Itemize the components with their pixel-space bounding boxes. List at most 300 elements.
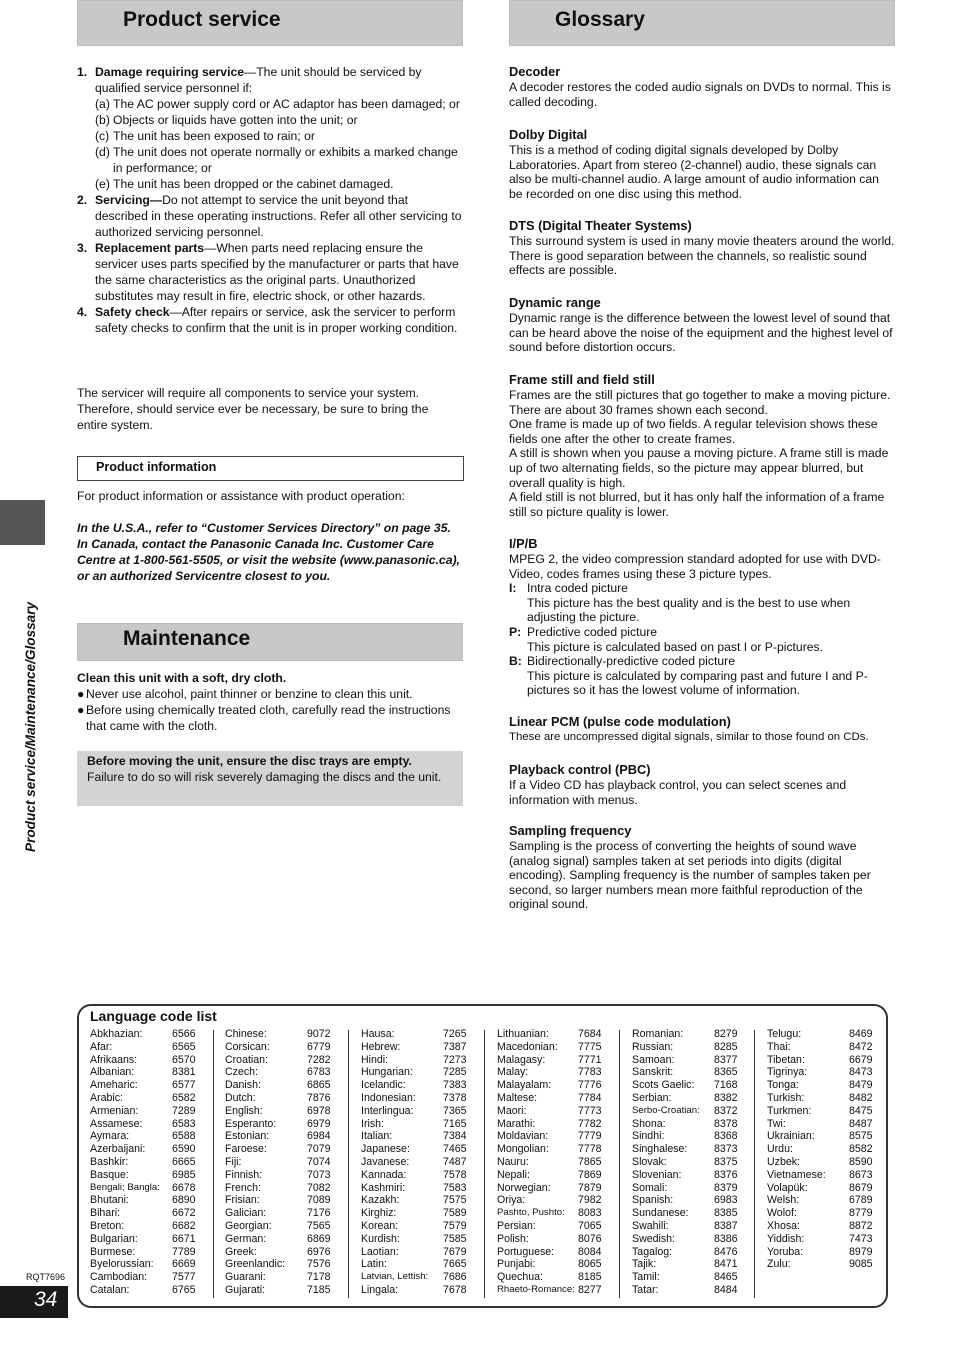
page-number-box <box>0 1286 68 1318</box>
language-name: Shona: <box>632 1117 666 1130</box>
language-code-row <box>632 1169 742 1182</box>
language-code: 8386 <box>714 1232 738 1245</box>
language-code-row <box>90 1258 200 1271</box>
language-name: Hebrew: <box>361 1040 401 1053</box>
language-name: Tajik: <box>632 1258 657 1271</box>
language-code-row <box>632 1066 742 1079</box>
language-name: Czech: <box>225 1066 258 1079</box>
language-name: Yiddish: <box>767 1232 805 1245</box>
language-name: Punjabi: <box>497 1258 536 1271</box>
language-name: Armenian: <box>90 1104 139 1117</box>
language-name: Swahili: <box>632 1219 669 1232</box>
language-code-row <box>225 1054 335 1067</box>
language-name: Danish: <box>225 1079 261 1092</box>
language-code: 7165 <box>443 1117 467 1130</box>
language-code: 6590 <box>172 1143 196 1156</box>
language-name: Norwegian: <box>497 1181 551 1194</box>
language-code: 7365 <box>443 1104 467 1117</box>
glossary-linear-pcm: Linear PCM (pulse code modulation) These are uncompressed digital signals, similar to those found on CDs. <box>509 714 869 743</box>
language-name: Serbian: <box>632 1091 672 1104</box>
glossary-pbc: Playback control (PBC) If a Video CD has playback control, you can select scenes and information with menus. <box>509 762 847 807</box>
language-name: Marathi: <box>497 1117 536 1130</box>
language-code: 8279 <box>714 1028 738 1040</box>
language-code: 7771 <box>578 1053 602 1066</box>
language-name: Samoan: <box>632 1053 675 1066</box>
language-code-row <box>632 1054 742 1067</box>
language-code-row <box>90 1092 200 1105</box>
language-name: Interlingua: <box>361 1104 414 1117</box>
language-name: Gujarati: <box>225 1283 266 1296</box>
language-code-row <box>361 1156 471 1169</box>
language-code-row <box>767 1041 877 1054</box>
language-code-row <box>90 1079 200 1092</box>
language-name: Scots Gaelic: <box>632 1079 695 1092</box>
servicer-note: The servicer will require all components to service your system. Therefore, should service ever be necessary, be sure to bring the entire system. <box>77 386 429 432</box>
column-divider <box>213 1030 214 1298</box>
language-name: Georgian: <box>225 1219 272 1232</box>
language-code-row <box>225 1182 335 1195</box>
language-code: 7577 <box>172 1271 196 1284</box>
language-code: 8365 <box>714 1066 738 1079</box>
language-code: 7079 <box>307 1143 331 1156</box>
language-code: 6669 <box>172 1258 196 1271</box>
language-name: Welsh: <box>767 1194 800 1207</box>
language-code: 8872 <box>849 1219 873 1232</box>
language-code: 6789 <box>849 1194 873 1207</box>
section-side-label: Product service/Maintenance/Glossary <box>23 601 38 852</box>
language-name: Kannada: <box>361 1168 407 1181</box>
language-name: Singhalese: <box>632 1143 688 1156</box>
glossary-ipb: I/P/B MPEG 2, the video compression standard adopted for use with DVD-Video, codes frames using these 3 picture types. I: Intra coded picture This picture has the best quality and is the best to use when adjusting the picture. P: Predictive coded picture This picture is calculated based on past I or P-pictures. B: Bidirectionally-predictive coded picture This picture is calculated by comparing past and future I and P-pictures so it has the lowest volume of information. <box>509 536 895 698</box>
language-code: 7789 <box>172 1245 196 1258</box>
language-name: Urdu: <box>767 1143 793 1156</box>
language-code-row <box>767 1194 877 1207</box>
language-code-row <box>361 1079 471 1092</box>
language-code-row <box>767 1258 877 1271</box>
language-code: 6779 <box>307 1040 331 1053</box>
language-name: English: <box>225 1104 263 1117</box>
language-name: Burmese: <box>90 1245 136 1258</box>
language-name: Xhosa: <box>767 1219 800 1232</box>
language-code: 8076 <box>578 1232 602 1245</box>
language-code-row <box>767 1156 877 1169</box>
language-code: 6783 <box>307 1066 331 1079</box>
language-column <box>225 1028 335 1297</box>
service-subitem-a: (a) The AC power supply cord or AC adaptor has been damaged; or <box>95 97 460 111</box>
product-information-contact: In the U.S.A., refer to “Customer Services Directory” on page 35. In Canada, contact the Panasonic Canada Inc. Customer Care Centre at 1-800-561-5505, or visit the website (www.panasonic.ca), or an authorized Servicentre closest to you. <box>77 521 460 583</box>
language-code-row <box>361 1130 471 1143</box>
language-code-row <box>632 1271 742 1284</box>
language-code: 8582 <box>849 1143 873 1156</box>
language-code-row <box>767 1233 877 1246</box>
language-code: 6890 <box>172 1194 196 1207</box>
language-code-row <box>632 1028 742 1041</box>
language-code: 6978 <box>307 1104 331 1117</box>
language-name: Icelandic: <box>361 1079 406 1092</box>
language-code: 6583 <box>172 1117 196 1130</box>
language-code-row <box>632 1130 742 1143</box>
language-code-row <box>90 1028 200 1041</box>
language-code-row <box>90 1156 200 1169</box>
language-name: Portuguese: <box>497 1245 555 1258</box>
language-code: 7575 <box>443 1194 467 1207</box>
language-name: Greek: <box>225 1245 257 1258</box>
language-code: 8779 <box>849 1207 873 1220</box>
language-code: 7282 <box>307 1053 331 1066</box>
language-code-row <box>497 1258 607 1271</box>
language-code-row <box>90 1041 200 1054</box>
language-code: 8469 <box>849 1028 873 1040</box>
language-name: Frisian: <box>225 1194 260 1207</box>
language-code-row <box>90 1118 200 1131</box>
language-code-row <box>361 1207 471 1220</box>
language-code-row <box>361 1054 471 1067</box>
language-name: Bhutani: <box>90 1194 129 1207</box>
language-name: Esperanto: <box>225 1117 277 1130</box>
product-information-box <box>77 456 464 481</box>
language-code-row <box>632 1143 742 1156</box>
maintenance-bullet: ● Before using chemically treated cloth, carefully read the instructions that came with the cloth. <box>77 703 451 733</box>
language-code: 7065 <box>578 1219 602 1232</box>
language-code: 8368 <box>714 1130 738 1143</box>
language-code: 7285 <box>443 1066 467 1079</box>
language-code-row <box>90 1054 200 1067</box>
language-code-row <box>767 1118 877 1131</box>
language-code: 8378 <box>714 1117 738 1130</box>
language-code: 8377 <box>714 1053 738 1066</box>
language-column <box>361 1028 471 1297</box>
language-name: Indonesian: <box>361 1091 416 1104</box>
service-subitem-d: (d) The unit does not operate normally or exhibits a marked change in performance; or <box>95 145 458 175</box>
language-code: 6682 <box>172 1219 196 1232</box>
language-code: 7073 <box>307 1168 331 1181</box>
language-name: Sundanese: <box>632 1207 689 1220</box>
language-name: Macedonian: <box>497 1040 558 1053</box>
language-code-row <box>497 1041 607 1054</box>
language-code-row <box>90 1169 200 1182</box>
language-code: 7089 <box>307 1194 331 1207</box>
language-code: 8065 <box>578 1258 602 1271</box>
language-code-row <box>225 1143 335 1156</box>
column-divider <box>484 1030 485 1298</box>
language-code: 7178 <box>307 1271 331 1284</box>
language-code: 7779 <box>578 1130 602 1143</box>
service-item-1: 1. Damage requiring service—The unit should be serviced by qualified service personnel if: <box>77 65 422 95</box>
language-code: 7383 <box>443 1079 467 1092</box>
language-code: 6565 <box>172 1040 196 1053</box>
language-code-row <box>225 1156 335 1169</box>
glossary-title: Glossary <box>555 8 645 31</box>
language-code: 6976 <box>307 1245 331 1258</box>
language-code: 8479 <box>849 1079 873 1092</box>
language-code: 8471 <box>714 1258 738 1271</box>
language-code-row <box>361 1105 471 1118</box>
language-name: Irish: <box>361 1117 384 1130</box>
language-name: Polish: <box>497 1232 529 1245</box>
language-name: Afrikaans: <box>90 1053 138 1066</box>
language-code-row <box>361 1258 471 1271</box>
language-code-row <box>632 1156 742 1169</box>
language-code: 7778 <box>578 1143 602 1156</box>
language-code-row <box>497 1054 607 1067</box>
maintenance-header <box>77 623 463 661</box>
language-code: 8379 <box>714 1181 738 1194</box>
language-code: 8979 <box>849 1245 873 1258</box>
language-name: Tibetan: <box>767 1053 805 1066</box>
language-name: Pashto, Pushto: <box>497 1207 565 1219</box>
column-divider <box>619 1030 620 1298</box>
language-name: Hausa: <box>361 1028 395 1040</box>
language-code: 8475 <box>849 1104 873 1117</box>
language-name: Malayalam: <box>497 1079 552 1092</box>
language-code-row <box>90 1066 200 1079</box>
language-name: Moldavian: <box>497 1130 549 1143</box>
maintenance-bullet: ● Never use alcohol, paint thinner or benzine to clean this unit. <box>77 687 413 701</box>
language-name: Tamil: <box>632 1271 660 1284</box>
language-code: 7176 <box>307 1207 331 1220</box>
language-name: Maori: <box>497 1104 527 1117</box>
language-name: Lingala: <box>361 1283 399 1296</box>
language-code: 7982 <box>578 1194 602 1207</box>
language-code: 6672 <box>172 1207 196 1220</box>
language-code-row <box>632 1258 742 1271</box>
language-name: Assamese: <box>90 1117 143 1130</box>
language-name: Slovak: <box>632 1155 667 1168</box>
language-column <box>767 1028 877 1271</box>
language-name: Greenlandic: <box>225 1258 286 1271</box>
language-code-row <box>767 1207 877 1220</box>
language-code: 7876 <box>307 1091 331 1104</box>
product-information-title: Product information <box>96 460 217 474</box>
language-code: 7579 <box>443 1219 467 1232</box>
language-code-row <box>497 1220 607 1233</box>
language-code-row <box>225 1028 335 1041</box>
service-subitem-e: (e) The unit has been dropped or the cabinet damaged. <box>95 177 394 191</box>
language-code-row <box>225 1092 335 1105</box>
language-code-row <box>225 1207 335 1220</box>
product-service-title: Product service <box>123 8 281 31</box>
language-code: 8376 <box>714 1168 738 1181</box>
language-name: Kazakh: <box>361 1194 400 1207</box>
language-name: Tatar: <box>632 1283 659 1296</box>
language-code-row <box>497 1246 607 1259</box>
language-code-row <box>361 1041 471 1054</box>
language-name: Kashmiri: <box>361 1181 406 1194</box>
language-code: 7679 <box>443 1245 467 1258</box>
language-code: 8476 <box>714 1245 738 1258</box>
language-name: Yoruba: <box>767 1245 804 1258</box>
language-name: Japanese: <box>361 1143 410 1156</box>
language-code-row <box>361 1092 471 1105</box>
model-code: RQT7696 <box>26 1272 66 1282</box>
language-code: 8484 <box>714 1283 738 1296</box>
language-name: Sanskrit: <box>632 1066 674 1079</box>
language-code-row <box>497 1143 607 1156</box>
language-name: Romanian: <box>632 1028 684 1040</box>
language-code-row <box>361 1143 471 1156</box>
language-code: 8375 <box>714 1155 738 1168</box>
language-name: Faroese: <box>225 1143 267 1156</box>
language-code-row <box>225 1118 335 1131</box>
language-code-row <box>767 1105 877 1118</box>
section-tab-marker <box>0 500 45 545</box>
language-name: Afar: <box>90 1040 113 1053</box>
language-code-row <box>225 1271 335 1284</box>
language-name: Galician: <box>225 1207 267 1220</box>
language-code-row <box>90 1194 200 1207</box>
language-code-row <box>497 1130 607 1143</box>
language-code: 7783 <box>578 1066 602 1079</box>
language-code: 7576 <box>307 1258 331 1271</box>
service-item-4: 4. Safety check—After repairs or service, ask the servicer to perform safety checks to confirm that the unit is in proper working condition. <box>77 305 458 335</box>
warning-text: Failure to do so will risk severely damaging the discs and the unit. <box>87 770 442 784</box>
language-name: Aymara: <box>90 1130 130 1143</box>
language-code-row <box>767 1054 877 1067</box>
language-code: 7265 <box>443 1028 467 1040</box>
ipb-i: I: Intra coded picture This picture has the best quality and is the best to use when adjusting the picture. <box>509 581 851 625</box>
language-name: Dutch: <box>225 1091 256 1104</box>
language-code: 7782 <box>578 1117 602 1130</box>
language-code-row <box>361 1220 471 1233</box>
language-name: Latin: <box>361 1258 387 1271</box>
language-name: Byelorussian: <box>90 1258 154 1271</box>
language-name: Oriya: <box>497 1194 526 1207</box>
language-code: 6983 <box>714 1194 738 1207</box>
service-subitem-c: (c) The unit has been exposed to rain; or <box>95 129 315 143</box>
language-name: Serbo-Croatian: <box>632 1104 700 1116</box>
language-code-row <box>632 1207 742 1220</box>
language-code-row <box>90 1182 200 1195</box>
language-code-row <box>767 1066 877 1079</box>
language-name: Korean: <box>361 1219 399 1232</box>
language-name: Turkmen: <box>767 1104 812 1117</box>
language-code: 8385 <box>714 1207 738 1220</box>
language-code: 7465 <box>443 1143 467 1156</box>
language-code: 7784 <box>578 1091 602 1104</box>
language-name: Wolof: <box>767 1207 797 1220</box>
language-code: 6577 <box>172 1079 196 1092</box>
language-code-row <box>225 1194 335 1207</box>
language-code-row <box>497 1284 607 1297</box>
language-name: Mongolian: <box>497 1143 549 1156</box>
language-code-row <box>767 1182 877 1195</box>
language-code-row <box>497 1271 607 1284</box>
language-code: 8381 <box>172 1066 196 1079</box>
language-code-row <box>361 1284 471 1297</box>
glossary-frame-still: Frame still and field still Frames are the still pictures that go together to make a moving picture. There are about 30 frames shown each second. One frame is made up of two fields. A regular television shows these fields one after the other to create frames. A still is shown when you pause a moving picture. A frame still is made up of two alternating fields, so the picture may appear blurred, but overall quality is high. A field still is not blurred, but it has only half the information of a frame still so picture quality is lower. <box>509 372 891 519</box>
language-code-row <box>361 1028 471 1041</box>
language-name: Volapük: <box>767 1181 808 1194</box>
language-code-row <box>632 1220 742 1233</box>
language-code-row <box>90 1220 200 1233</box>
product-information-intro: For product information or assistance with product operation: <box>77 489 405 503</box>
language-code: 6979 <box>307 1117 331 1130</box>
language-name: Malay: <box>497 1066 529 1079</box>
glossary-sampling-frequency: Sampling frequency Sampling is the process of converting the heights of sound wave (analog signal) samples taken at set periods into digits (digital encoding). Sampling frequency is the number of samples taken per second, so larger numbers mean more faithful reproduction of the original sound. <box>509 823 871 912</box>
language-code-row <box>632 1118 742 1131</box>
language-code-row <box>225 1233 335 1246</box>
language-code: 7578 <box>443 1168 467 1181</box>
language-code: 7684 <box>578 1028 602 1040</box>
language-code-row <box>225 1105 335 1118</box>
language-name: Hungarian: <box>361 1066 413 1079</box>
language-code-row <box>767 1130 877 1143</box>
language-code: 7473 <box>849 1232 873 1245</box>
language-code-row <box>632 1041 742 1054</box>
language-code-row <box>225 1130 335 1143</box>
language-code-row <box>767 1143 877 1156</box>
language-name: Arabic: <box>90 1091 123 1104</box>
language-code-row <box>225 1066 335 1079</box>
language-name: Zulu: <box>767 1258 791 1271</box>
language-code-row <box>497 1105 607 1118</box>
language-name: Ukrainian: <box>767 1130 815 1143</box>
language-code-row <box>632 1092 742 1105</box>
language-code-row <box>225 1284 335 1297</box>
language-code: 7168 <box>714 1079 738 1092</box>
language-name: Sindhi: <box>632 1130 665 1143</box>
language-code-row <box>497 1079 607 1092</box>
language-name: Bashkir: <box>90 1155 129 1168</box>
language-code: 6984 <box>307 1130 331 1143</box>
language-code-row <box>767 1092 877 1105</box>
language-code-row <box>497 1156 607 1169</box>
language-code-row <box>497 1207 607 1220</box>
language-code: 7487 <box>443 1155 467 1168</box>
language-name: Fiji: <box>225 1155 242 1168</box>
language-name: Bihari: <box>90 1207 121 1220</box>
language-code: 7773 <box>578 1104 602 1117</box>
language-column <box>632 1028 742 1297</box>
language-code: 8372 <box>714 1104 738 1117</box>
language-code: 7273 <box>443 1053 467 1066</box>
language-code-row <box>90 1246 200 1259</box>
language-code: 8285 <box>714 1040 738 1053</box>
maintenance-lead: Clean this unit with a soft, dry cloth. <box>77 671 287 685</box>
language-name: Russian: <box>632 1040 674 1053</box>
language-code: 8482 <box>849 1091 873 1104</box>
ipb-p: P: Predictive coded picture This picture is calculated based on past I or P-pictures. <box>509 624 824 654</box>
language-code: 7384 <box>443 1130 467 1143</box>
language-name: Vietnamese: <box>767 1168 826 1181</box>
language-code: 7565 <box>307 1219 331 1232</box>
language-name: French: <box>225 1181 261 1194</box>
maintenance-title: Maintenance <box>123 627 251 650</box>
disc-tray-warning <box>77 751 463 806</box>
language-code-row <box>361 1246 471 1259</box>
language-code-row <box>497 1028 607 1041</box>
language-code-row <box>90 1271 200 1284</box>
language-code: 6765 <box>172 1283 196 1296</box>
language-code: 8473 <box>849 1066 873 1079</box>
language-name: Somali: <box>632 1181 668 1194</box>
language-code: 9072 <box>307 1028 331 1040</box>
language-name: Estonian: <box>225 1130 270 1143</box>
glossary-dts: DTS (Digital Theater Systems) This surround system is used in many movie theaters around the world. There is good separation between the channels, so realistic sound effects are possible. <box>509 218 895 278</box>
ipb-b: B: Bidirectionally-predictive coded picture This picture is calculated by comparing past and future I and P-pictures so it has the lowest volume of information. <box>509 654 868 698</box>
language-code: 7074 <box>307 1155 331 1168</box>
language-code-row <box>225 1169 335 1182</box>
column-divider <box>348 1030 349 1298</box>
language-name: Albanian: <box>90 1066 135 1079</box>
language-code: 7678 <box>443 1283 467 1296</box>
language-code-row <box>361 1194 471 1207</box>
language-code: 7869 <box>578 1168 602 1181</box>
language-name: Bulgarian: <box>90 1232 138 1245</box>
language-code-row <box>632 1079 742 1092</box>
language-code-row <box>497 1066 607 1079</box>
language-name: Kurdish: <box>361 1232 400 1245</box>
